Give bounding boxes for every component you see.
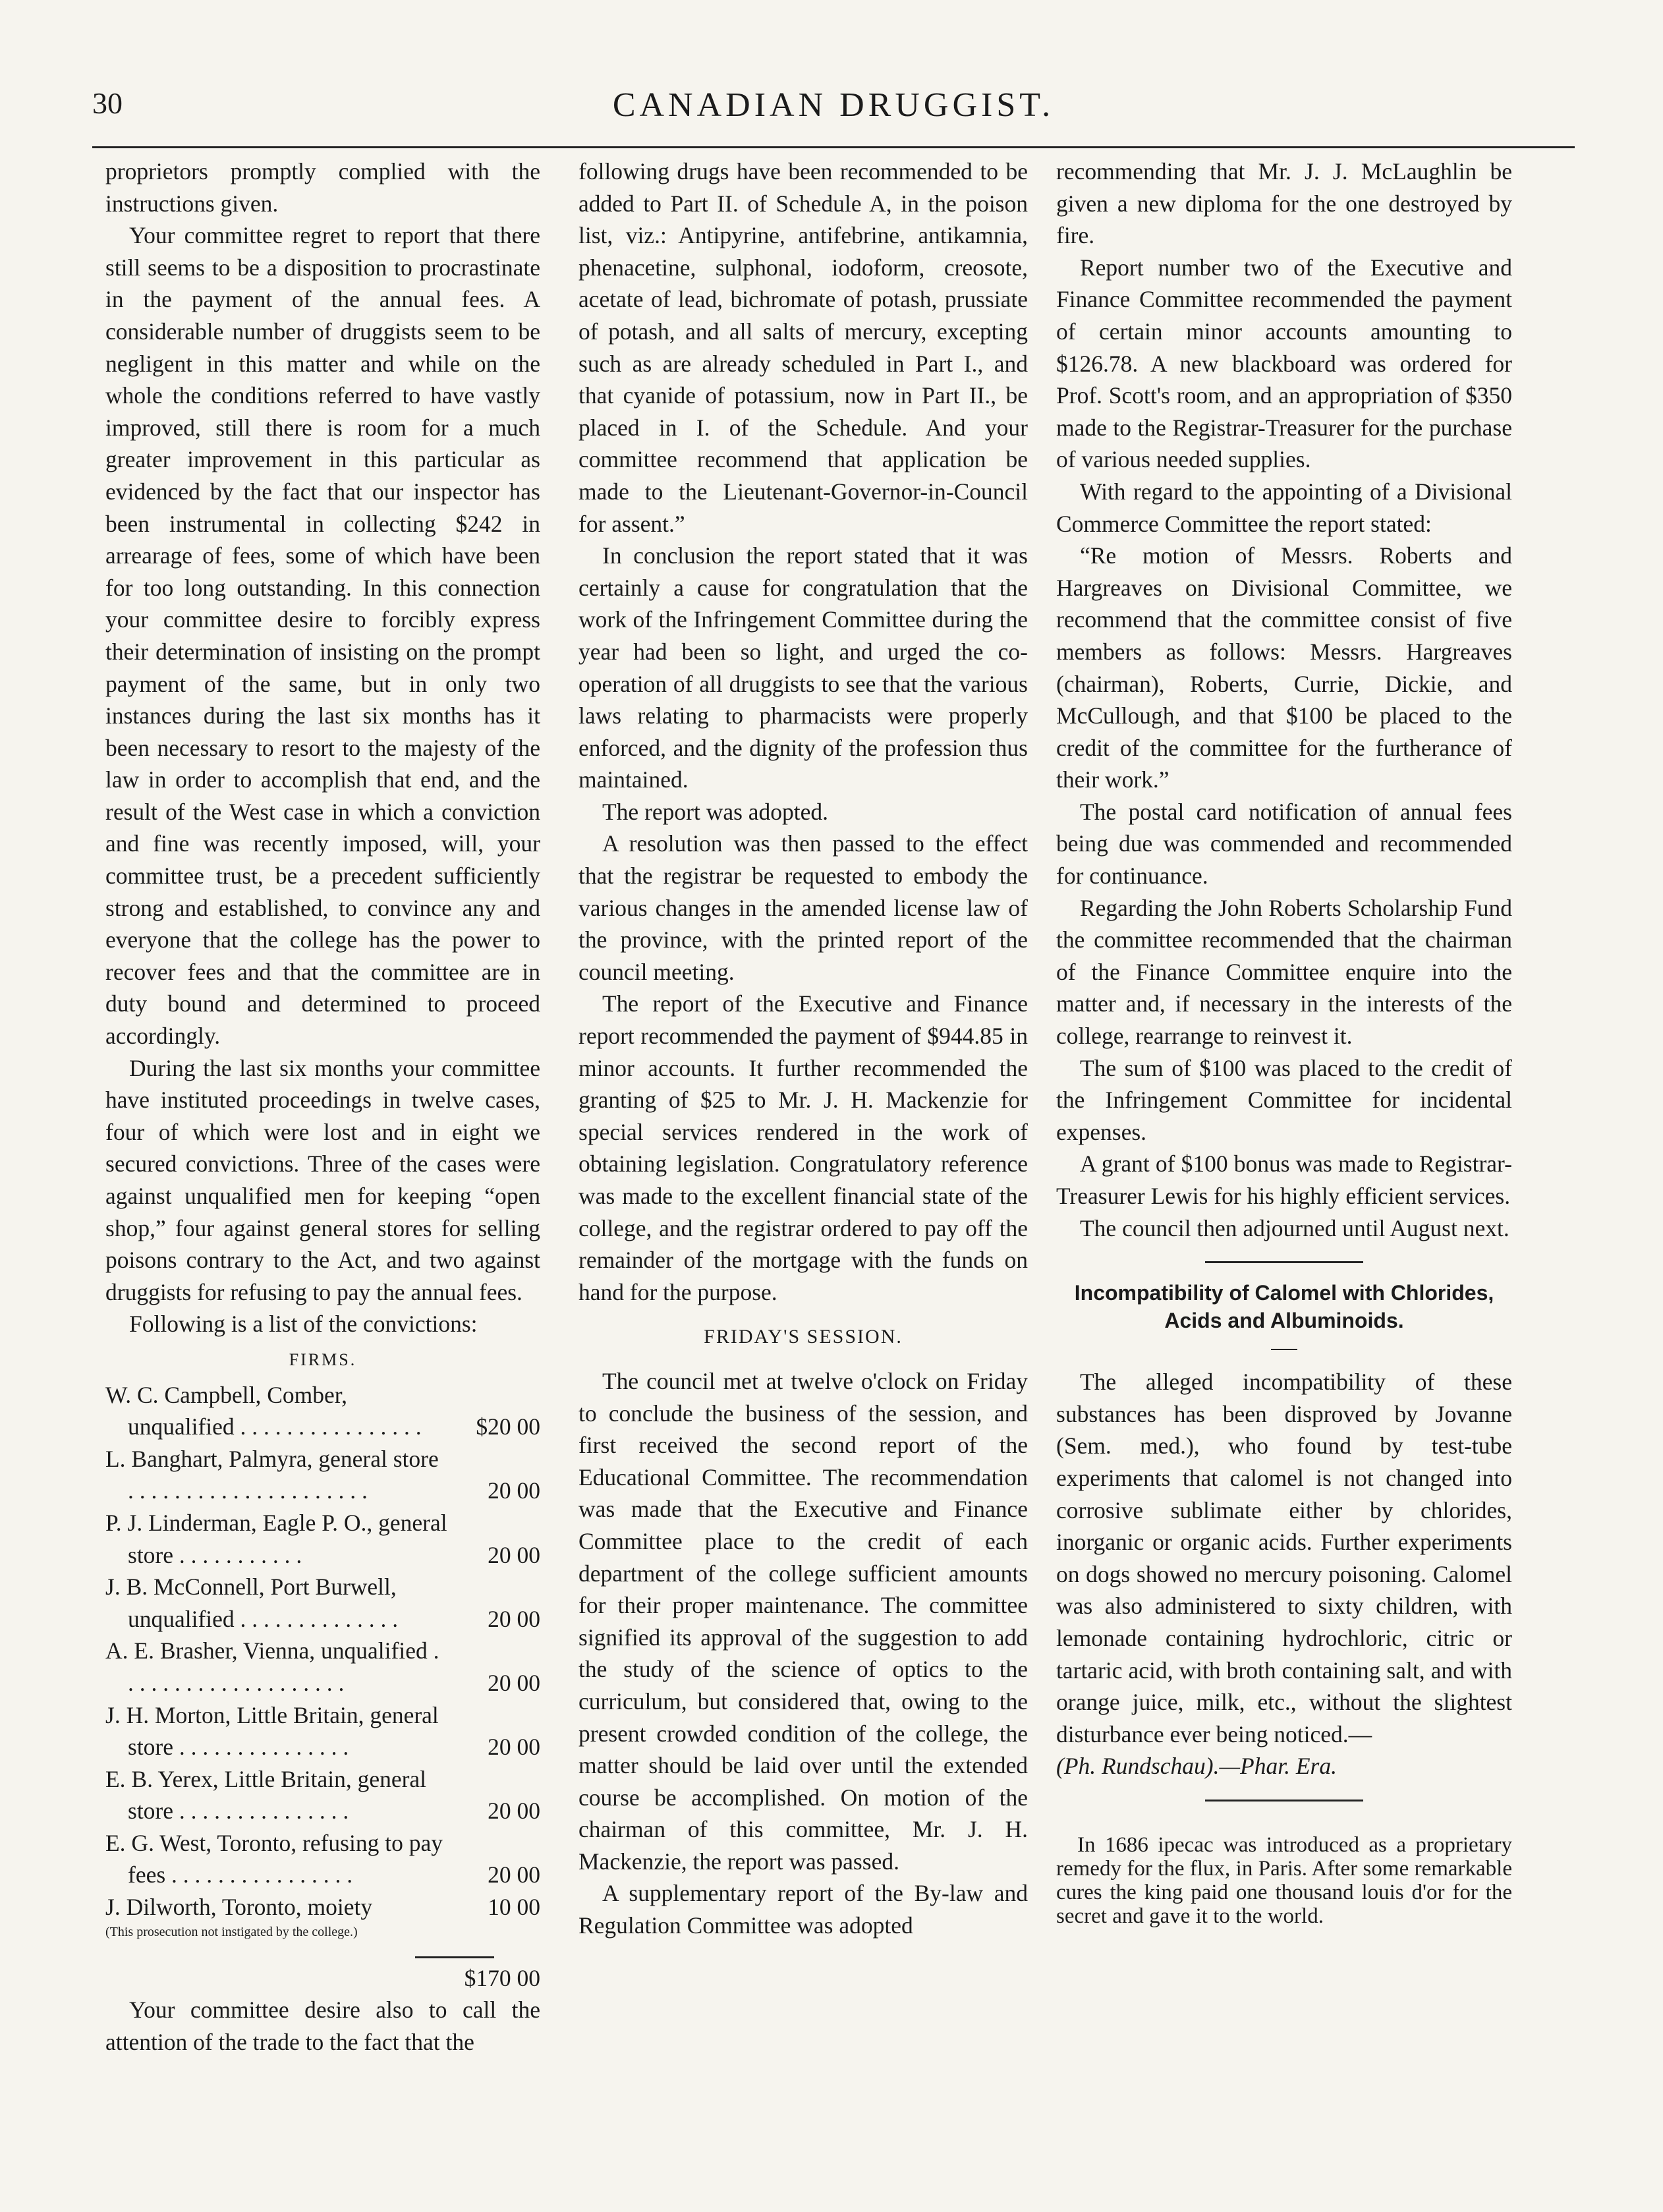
conviction-amount: 20 00 [488, 1734, 540, 1761]
paragraph: The report was adopted. [602, 798, 829, 825]
title-rule [1271, 1349, 1297, 1350]
conviction-row [105, 1507, 540, 1571]
conviction-row [105, 1827, 540, 1891]
paragraph: A resolution was then passed to the effect that the registrar be requested to embody the various changes in the amended license law of the province, with the printed report of the council meeting. [578, 830, 1028, 985]
section-heading: FRIDAY'S SESSION. [704, 1326, 903, 1348]
article-divider [1205, 1800, 1363, 1801]
paragraph: Report number two of the Executive and Finance Committee recommended the payment of certain minor accounts amounting to $126.78. A new blackboard was ordered for Prof. Scott's room, and an appropriation of $350 made to the Registrar-Treasurer for the purchase of various needed supplies. [1056, 254, 1512, 473]
paragraph: The council then adjourned until August next. [1080, 1214, 1509, 1241]
convictions-heading: FIRMS. [289, 1349, 357, 1369]
paragraph: The postal card notification of annual fees being due was commended and recommended for continuance. [1056, 798, 1512, 890]
closing-note-box [1056, 1833, 1512, 1928]
page-number: 30 [92, 86, 123, 120]
conviction-row [105, 1635, 540, 1699]
convictions-total: $170 00 [464, 1964, 540, 1991]
article-divider [1205, 1261, 1363, 1263]
paragraph: Your committee regret to report that there still seems to be a disposition to procrastinate in the payment of the annual fees. A considerable number of druggists seem to be negligent in this matter and while on the whole the conditions referred to have vastly improved, still there is room for a much greater improvement in this particular as evidenced by the fact that our inspector has been instrumental in collecting $242 in arrearage of fees, some of which have been for too long outstanding. In this connection your committee desire to forcibly express their determination of insisting on the prompt payment of the same, but in only two instances during the last six months has it been necessary to resort to the majesty of the law in order to accomplish that end, and the result of the West case in which a conviction and fine was recently imposed, will, your committee trust, be a precedent sufficiently strong and established, to convince any and everyone that the college has the power to recover fees and that the committee are in duty bound and determined to proceed accordingly. [105, 222, 540, 1050]
conviction-firm: J. H. Morton, Little Britain, general store . . . . . . . . . . . . . . . [105, 1701, 439, 1761]
paragraph: Following is a list of the convictions: [129, 1311, 478, 1338]
conviction-firm: A. E. Brasher, Vienna, unqualified . . . . . . . . . . . . . . . . . . . . [105, 1637, 439, 1696]
masthead-title: CANADIAN DRUGGIST. [612, 86, 1055, 124]
conviction-firm: E. G. West, Toronto, refusing to pay fees . . . . . . . . . . . . . . . . [105, 1829, 443, 1888]
conviction-firm: P. J. Linderman, Eagle P. O., general store . . . . . . . . . . . [105, 1509, 447, 1568]
conviction-amount: 20 00 [488, 1477, 540, 1504]
conviction-amount: $20 00 [476, 1413, 540, 1440]
conviction-amount: 20 00 [488, 1541, 540, 1568]
conviction-amount: 20 00 [488, 1669, 540, 1696]
column-3 [1056, 156, 1512, 1928]
conviction-firm: L. Banghart, Palmyra, general store . . . . . . . . . . . . . . . . . . . . . [105, 1445, 439, 1504]
paragraph: In conclusion the report stated that it was certainly a cause for congratulation that the work of the Infringement Committee during the year had been so light, and urged the co-operation of all druggists to see that the various laws relating to pharmacists were properly enforced, and the dignity of the profession thus maintained. [578, 542, 1028, 793]
paragraph: With regard to the appointing of a Divisional Commerce Committee the report stated: [1056, 478, 1512, 537]
paragraph: A grant of $100 bonus was made to Registrar-Treasurer Lewis for his highly efficient services. [1056, 1150, 1512, 1209]
conviction-row [105, 1763, 540, 1827]
conviction-amount: 20 00 [488, 1861, 540, 1888]
paragraph: The council met at twelve o'clock on Friday to conclude the business of the session, and first received the second report of the Educational Committee. The recommendation was made that the Executive and Finance Committee place to the credit of each department of the college sufficient amounts for their proper maintenance. The committee signified its approval of the suggestion to add the study of the science of optics to the curriculum, but considered that, owing to the present crowded condition of the college, the matter should be laid over until the extended course be accomplished. On motion of the chairman of this committee, Mr. J. H. Mackenzie, the report was passed. [578, 1367, 1028, 1875]
convictions-note: (This prosecution not instigated by the college.) [105, 1924, 358, 1939]
article-body: The alleged incompatibility of these substances has been disproved by Jovanne (Sem. med.), who found by test-tube experiments that calomel is not changed into corrosive sublimate either by chlorides, inorganic or organic acids. Further experiments on dogs showed no mercury poisoning. Calomel was also administered to sixty children, with lemonade containing hydrochloric, citric or tartaric acid, with broth containing salt, and with orange juice, milk, etc., without the slightest disturbance ever being noticed.— [1056, 1369, 1512, 1747]
conviction-firm: J. B. McConnell, Port Burwell, unqualified . . . . . . . . . . . . . . [105, 1574, 399, 1632]
paragraph: following drugs have been recommended to be added to Part II. of Schedule A, in the poison list, viz.: Antipyrine, antifebrine, antikamnia, phenacetine, sulphonal, iodoform, creosote, acetate of lead, bichromate of potash, prussiate of potash, and all salts of mercury, excepting such as are already scheduled in Part I., and that cyanide of potassium, now in Part II., be placed in I. of the Schedule. And your committee recommend that application be made to the Lieutenant-Governor-in-Council for assent.” [578, 158, 1028, 537]
page-header [92, 86, 1575, 145]
conviction-amount: 20 00 [488, 1605, 540, 1632]
paragraph: The report of the Executive and Finance report recommended the payment of $944.85 in minor accounts. It further recommended the granting of $25 to Mr. J. H. Mackenzie for special services rendered in the work of obtaining legislation. Congratulatory reference was made to the excellent financial state of the college, and the registrar ordered to pay off the remainder of the mortgage with the funds on hand for the purpose. [578, 990, 1028, 1305]
paragraph: A supplementary report of the By-law and Regulation Committee was adopted [578, 1880, 1028, 1939]
conviction-row [105, 1891, 540, 1923]
conviction-amount: 20 00 [488, 1798, 540, 1825]
closing-note: In 1686 ipecac was introduced as a proprietary remedy for the flux, in Paris. After some remarkable cures the king paid one thousand louis d'or for the secret and gave it to the world. [1056, 1832, 1512, 1928]
paragraph: During the last six months your committee have instituted proceedings in twelve cases, four of which were lost and in eight we secured convictions. Three of the cases were against unqualified men for keeping “open shop,” four against general stores for selling poisons contrary to the Act, and two against druggists for refusing to pay the annual fees. [105, 1054, 540, 1305]
conviction-row [105, 1379, 540, 1443]
paragraph: proprietors promptly complied with the instructions given. [105, 158, 540, 217]
column-2 [578, 156, 1028, 1942]
paragraph: “Re motion of Messrs. Roberts and Hargreaves on Divisional Committee, we recommend that the committee consist of five members as follows: Messrs. Hargreaves (chairman), Roberts, Currie, Dickie, and McCullough, and that $100 be placed to the credit of the committee for the furtherance of their work.” [1056, 542, 1512, 793]
article-title: Incompatibility of Calomel with Chlorides, Acids and Albuminoids. [1074, 1281, 1494, 1333]
conviction-amount: 10 00 [488, 1894, 540, 1921]
conviction-row [105, 1571, 540, 1635]
paragraph: Your committee desire also to call the attention of the trade to the fact that the [105, 1997, 540, 2055]
column-1 [105, 156, 540, 2058]
conviction-firm: J. Dilworth, Toronto, moiety [105, 1894, 373, 1921]
conviction-row [105, 1443, 540, 1507]
sum-rule [415, 1956, 494, 1958]
conviction-row [105, 1699, 540, 1763]
conviction-firm: W. C. Campbell, Comber, unqualified . . . . . . . . . . . . . . . . [105, 1381, 422, 1440]
paragraph: recommending that Mr. J. J. McLaughlin be given a new diploma for the one destroyed by fire. [1056, 158, 1512, 249]
conviction-firm: E. B. Yerex, Little Britain, general store . . . . . . . . . . . . . . . [105, 1765, 427, 1825]
paragraph: Regarding the John Roberts Scholarship Fund the committee recommended that the chairman of the Finance Committee enquire into the matter and, if necessary in the interests of the college, rearrange to reinvest it. [1056, 894, 1512, 1050]
article-source-text: (Ph. Rundschau).—Phar. Era. [1056, 1753, 1337, 1780]
paragraph: The sum of $100 was placed to the credit of the Infringement Committee for incidental expenses. [1056, 1054, 1512, 1145]
header-rule [92, 146, 1575, 148]
convictions-list [105, 1379, 540, 1941]
article-source [1056, 1750, 1512, 1782]
